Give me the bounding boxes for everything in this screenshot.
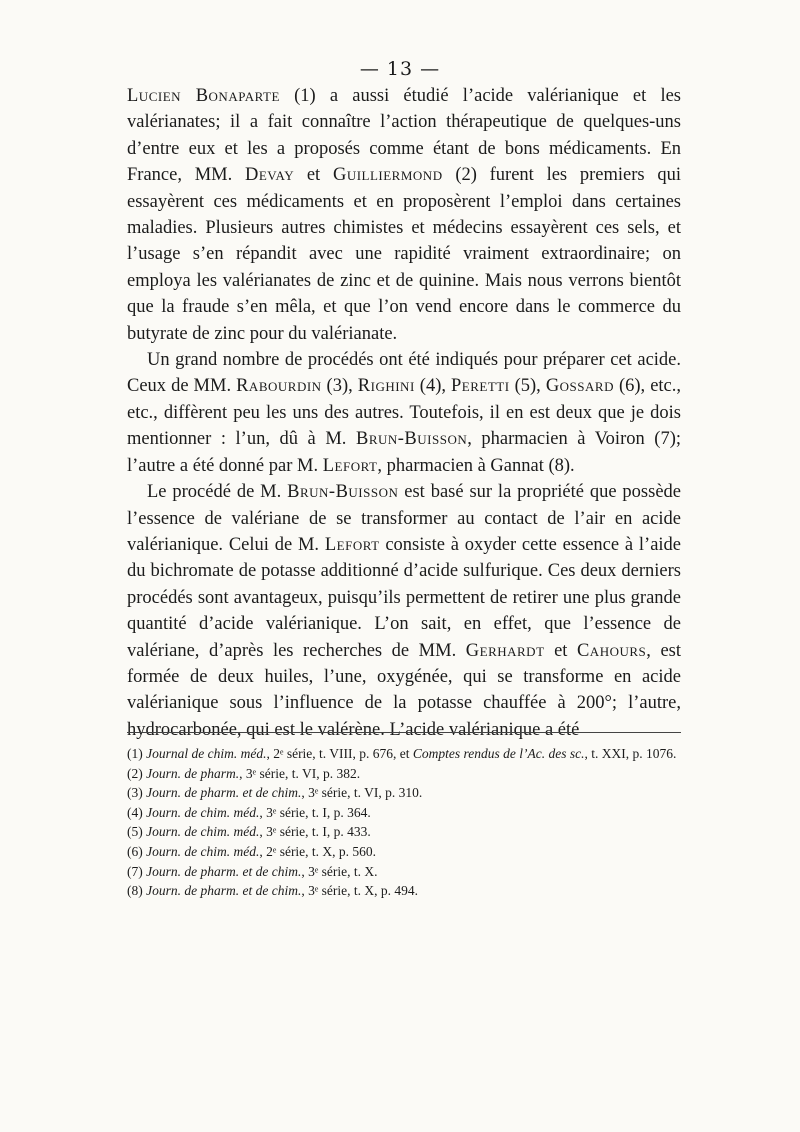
- text-run: (4),: [414, 376, 452, 397]
- journal-title: Journ. de chim. méd.: [146, 804, 260, 820]
- body-text: [127, 83, 681, 743]
- journal-title: Journ. de pharm. et de chim.: [146, 785, 302, 801]
- journal-title: Comptes rendus de l’Ac. des sc.: [412, 746, 585, 761]
- footnote: [127, 803, 687, 823]
- footnotes: [127, 744, 687, 901]
- footnote: [127, 822, 687, 842]
- footnote-text: , 3ᵉ série, t. I, p. 433.: [259, 824, 371, 840]
- journal-title: Journal de chim. méd.: [146, 746, 267, 761]
- author-name: Gossard: [545, 376, 614, 397]
- text-run: et: [294, 165, 333, 186]
- paragraph-1: [127, 83, 681, 347]
- paragraph-3: [127, 479, 681, 743]
- footnote-text: (3): [127, 785, 143, 801]
- text-run: , pharmacien à Gannat (8).: [377, 455, 575, 476]
- footnote: [127, 744, 687, 764]
- footnote-text: , 3ᵉ série, t. VI, p. 382.: [239, 765, 361, 781]
- text-run: consiste à oxyder cette essence à l’aide du bichromate de potasse additionné d’acide sulfurique. Ces deux derniers procédés sont avantageux, puisqu’ils permettent de retirer une plus grande quantité d’acide valérianique. L’on sait, en effet, que l’essence de valériane, d’après les recherches de MM.: [127, 534, 682, 661]
- author-name: Brun-Buisson: [355, 429, 468, 450]
- text-run: Un grand nombre de procédés ont été indiqués pour préparer cet acide. Ceux de MM.: [127, 350, 681, 397]
- author-name: Lefort: [322, 455, 378, 476]
- author-name: Brun-Buisson: [287, 482, 399, 503]
- text-run: et: [544, 640, 577, 661]
- author-name: Peretti: [451, 376, 510, 397]
- author-name: Lucien Bonaparte: [127, 86, 280, 106]
- footnote-text: (1): [127, 746, 143, 761]
- footnote-text: , 2ᵉ série, t. X, p. 560.: [259, 843, 377, 859]
- journal-title: Journ. de pharm. et de chim.: [146, 863, 302, 879]
- journal-title: Journ. de pharm. et de chim.: [146, 883, 302, 899]
- footnote-text: (5): [127, 824, 143, 840]
- footnote-text: (8): [127, 883, 143, 899]
- text-run: Le procédé de M.: [147, 482, 288, 503]
- footnote: [127, 881, 687, 901]
- footnote: [127, 842, 687, 862]
- author-name: Devay: [244, 165, 295, 186]
- journal-title: Journ. de chim. méd.: [146, 843, 260, 859]
- footnote-text: , 3ᵉ série, t. VI, p. 310.: [301, 785, 423, 801]
- footnote-separator: [127, 732, 681, 733]
- footnote-text: (2): [127, 765, 143, 781]
- author-name: Lefort: [324, 534, 380, 555]
- footnote-text: (6): [127, 843, 143, 859]
- footnote-text: , 2ᵉ série, t. VIII, p. 676, et: [266, 746, 413, 761]
- text-run: (2) furent les premiers qui essayèrent ces médicaments et en proposèrent l’emploi dans certaines maladies. Plusieurs autres chimistes et médecins essayèrent ces sels, et l’usage s’en répandit avec une rapidité vraiment extraordinaire; on employa les valérianates de zinc et de quinine. Mais nous verrons bientôt que la fraude s’en mêla, et que l’on vend encore dans le commerce du butyrate de zinc pour du valérianate.: [127, 165, 681, 344]
- paragraph-2: [127, 347, 681, 479]
- text-run: (5),: [509, 376, 546, 397]
- footnote-text: , 3ᵉ série, t. X, p. 494.: [301, 883, 419, 899]
- author-name: Cahours: [576, 640, 647, 661]
- page-number: — 13 —: [359, 58, 441, 80]
- footnote-text: , 3ᵉ série, t. I, p. 364.: [259, 804, 371, 820]
- footnote-text: , t. XXI, p. 1076.: [584, 746, 677, 761]
- text-run: (1) a aussi étudié l’acide valérianique et les valérianates; il a fait connaître l’action thérapeutique de quelques-uns d’entre eux et les a proposés comme étant de bons médicaments. En France, MM.: [127, 86, 681, 186]
- text-run: est basé sur la propriété que possède l’essence de valériane de se transformer au contact de l’air en acide valérianique. Celui de M.: [127, 482, 681, 555]
- footnote: [127, 783, 687, 803]
- footnote: [127, 764, 687, 784]
- author-name: Guilliermond: [332, 165, 443, 186]
- text-run: , pharmacien à Voiron (7); l’autre a été donné par M.: [127, 429, 682, 476]
- footnote-text: (4): [127, 804, 143, 820]
- footnote: [127, 862, 687, 882]
- footnote-text: (7): [127, 863, 143, 879]
- text-run: (3),: [321, 376, 358, 397]
- author-name: Gerhardt: [465, 640, 545, 661]
- journal-title: Journ. de chim. méd.: [146, 824, 260, 840]
- author-name: Rabourdin: [236, 376, 322, 397]
- journal-title: Journ. de pharm.: [146, 765, 240, 781]
- footnote-text: , 3ᵉ série, t. X.: [301, 863, 378, 879]
- text-run: (6), etc., etc., diffèrent peu les uns des autres. Toutefois, il en est deux que je dois mentionner : l’un, dû à M.: [127, 376, 682, 450]
- author-name: Righini: [357, 376, 415, 397]
- text-run: , est formée de deux huiles, l’une, oxygénée, qui se transforme en acide valérianique sous l’influence de la potasse chauffée à 200°; l’autre, hydrocarbonée, qui est le valérène. L’acide valérianique a été: [127, 640, 681, 740]
